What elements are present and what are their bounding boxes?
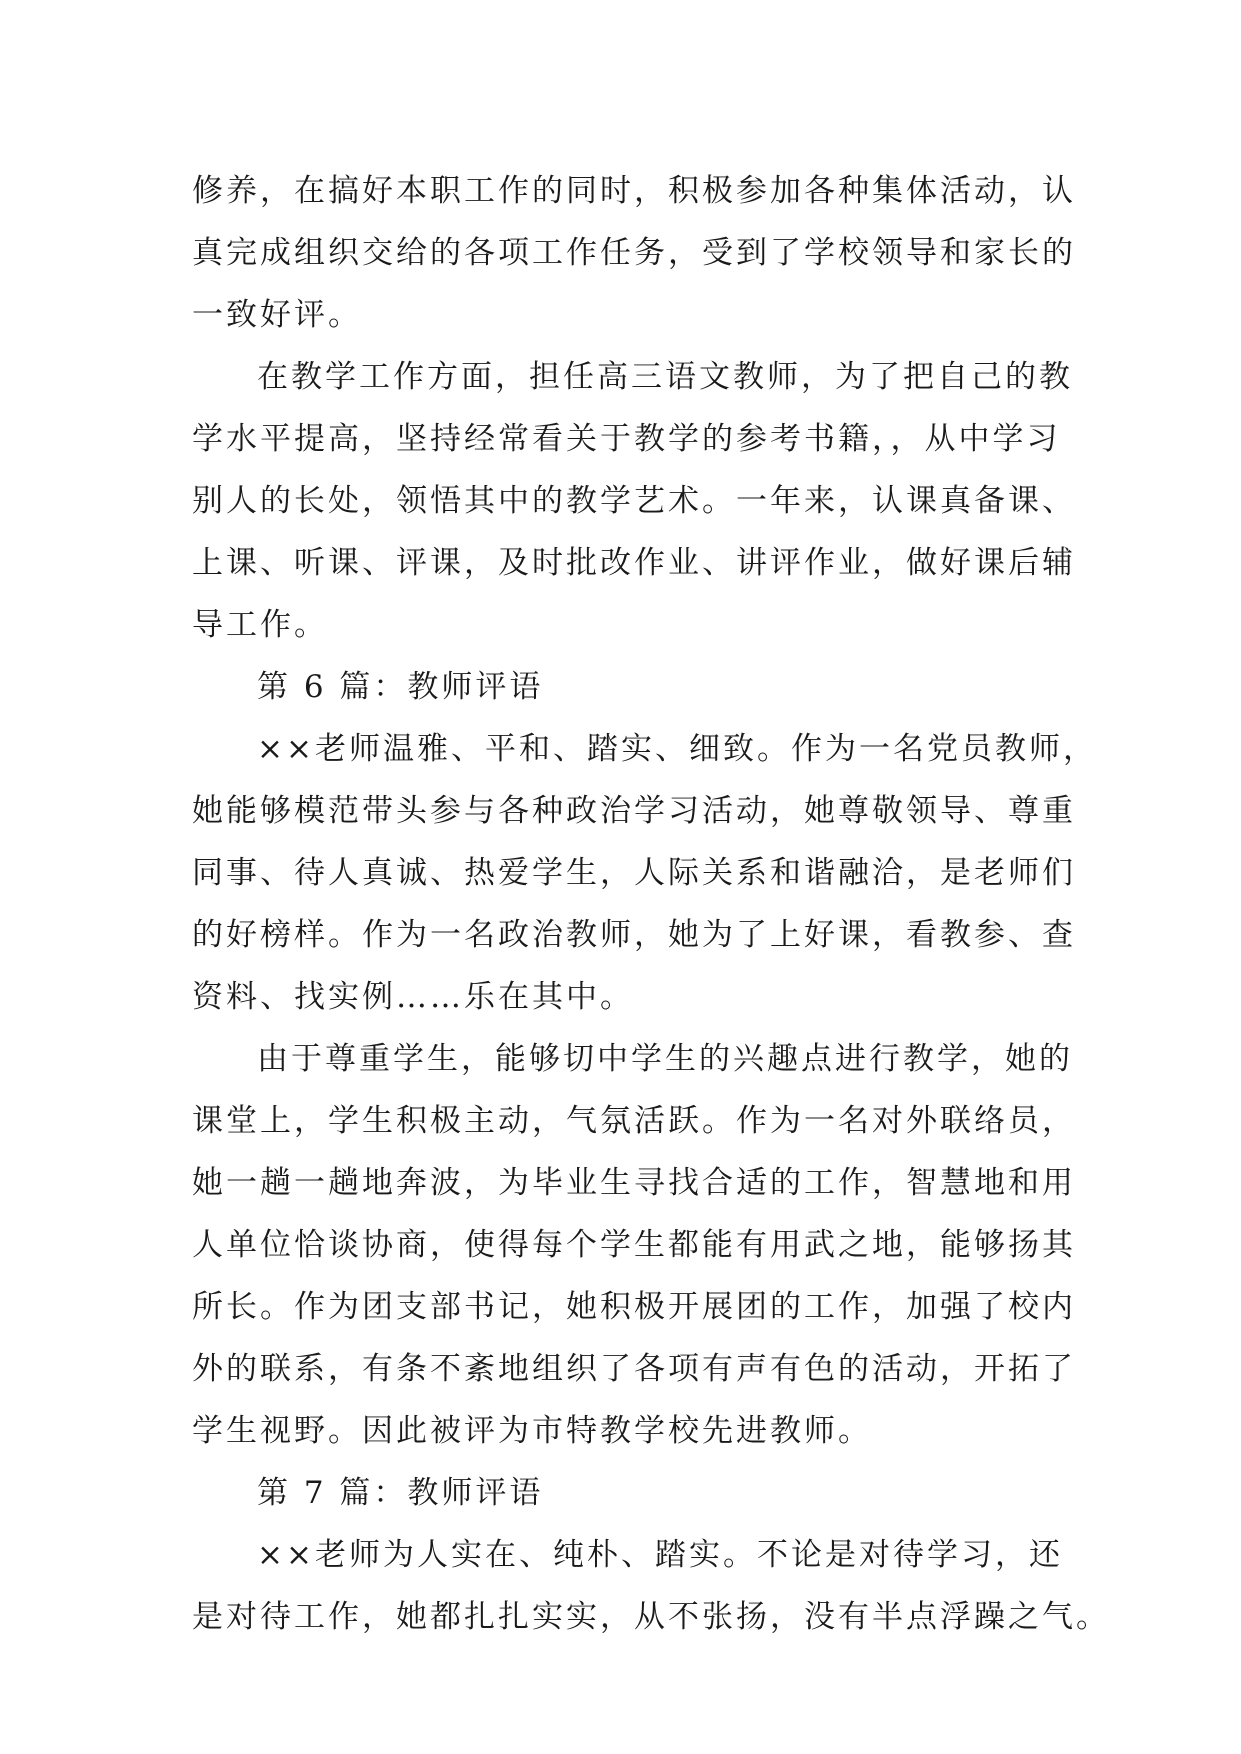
text-line: 上课、听课、评课，及时批改作业、讲评作业，做好课后辅	[192, 545, 1076, 581]
document-body	[192, 160, 1110, 1648]
text-line: 别人的长处，领悟其中的教学艺术。一年来，认课真备课、	[192, 483, 1076, 519]
text-line: 课堂上，学生积极主动，气氛活跃。作为一名对外联络员，	[192, 1103, 1076, 1139]
section-heading: 第 6 篇：教师评语	[257, 669, 544, 705]
section-heading: 第 7 篇：教师评语	[257, 1475, 544, 1511]
text-line: 学水平提高，坚持经常看关于教学的参考书籍，，从中学习	[192, 421, 1061, 457]
text-line: 资料、找实例……乐在其中。	[192, 979, 634, 1015]
text-line: 她一趟一趟地奔波，为毕业生寻找合适的工作，智慧地和用	[192, 1165, 1076, 1201]
text-line: 她能够模范带头参与各种政治学习活动，她尊敬领导、尊重	[192, 793, 1076, 829]
text-line: 的好榜样。作为一名政治教师，她为了上好课，看教参、查	[192, 917, 1076, 953]
text-line: 所长。作为团支部书记，她积极开展团的工作，加强了校内	[192, 1289, 1076, 1325]
text-line: 导工作。	[192, 607, 328, 643]
text-line: 是对待工作，她都扎扎实实，从不张扬，没有半点浮躁之气。	[192, 1599, 1110, 1635]
text-line: 一致好评。	[192, 297, 362, 333]
text-line: 在教学工作方面，担任高三语文教师，为了把自己的教	[257, 359, 1073, 395]
text-line: 学生视野。因此被评为市特教学校先进教师。	[192, 1413, 872, 1449]
text-line: 修养，在搞好本职工作的同时，积极参加各种集体活动，认	[192, 173, 1076, 209]
text-line: 同事、待人真诚、热爱学生，人际关系和谐融洽，是老师们	[192, 855, 1076, 891]
text-line: 真完成组织交给的各项工作任务，受到了学校领导和家长的	[192, 235, 1076, 271]
text-line: ××老师为人实在、纯朴、踏实。不论是对待学习，还	[257, 1537, 1063, 1573]
text-line: 外的联系，有条不紊地组织了各项有声有色的活动，开拓了	[192, 1351, 1076, 1387]
text-line: 由于尊重学生，能够切中学生的兴趣点进行教学，她的	[257, 1041, 1073, 1077]
text-line: 人单位恰谈协商，使得每个学生都能有用武之地，能够扬其	[192, 1227, 1076, 1263]
text-line: ××老师温雅、平和、踏实、细致。作为一名党员教师，	[257, 731, 1097, 767]
